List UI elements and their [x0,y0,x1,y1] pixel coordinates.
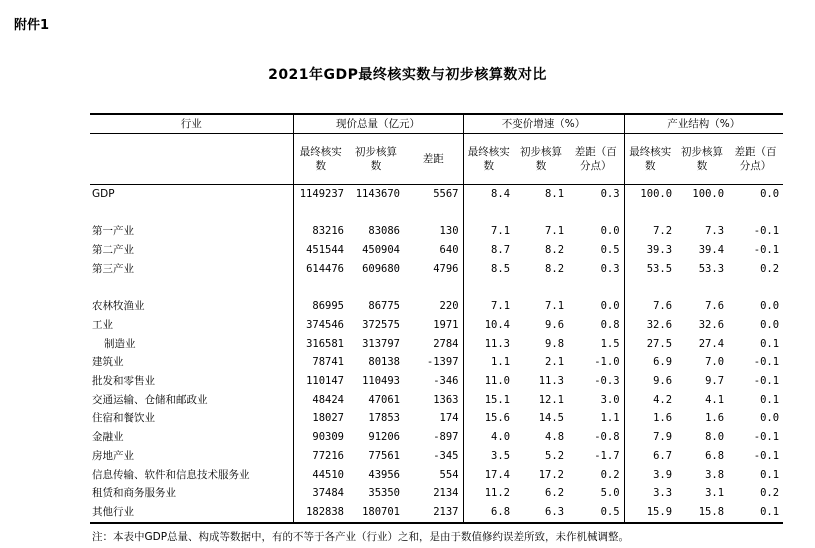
row-value-cell: 1363 [404,391,463,410]
row-value-cell: 9.7 [705,375,725,387]
row-value-cell: 77216 [312,449,344,462]
row-value-cell: -0.1 [753,449,780,462]
row-industry-name: 制造业 [90,335,293,354]
row-value-cell: 2137 [404,503,463,523]
row-value-cell: 4.8 [545,431,565,444]
row-value-cell: 182838 [293,503,348,523]
row-value-cell: 7.2 [653,225,673,238]
row-value-cell: 130 [404,222,463,241]
row-value-cell: 220 [404,297,463,316]
row-value-cell: 1.1 [568,409,624,428]
table-footnote: 注：本表中GDP总量、构成等数据中，有的不等于各产业（行业）之和，是由于数值修约误差所致，未作机械调整。 [92,531,630,543]
row-value-cell: 32.6 [646,318,673,331]
row-value-cell: 6.8 [705,449,725,462]
spacer-row [90,279,783,298]
row-value-cell: 15.8 [676,503,728,523]
table-row [90,466,783,485]
row-value-cell: 554 [404,466,463,485]
row-value-cell: 5567 [404,185,463,204]
row-value-cell: 0.5 [568,503,624,523]
row-value-cell: 8.5 [491,262,511,275]
row-value-cell: 43956 [368,468,400,481]
row-value-cell: 0.0 [760,188,780,200]
header-diff: 差距 [404,134,463,185]
row-value-cell: -0.3 [568,372,624,391]
row-value-cell: 86995 [312,300,344,313]
row-value-cell: -1.7 [568,447,624,466]
row-value-cell: 7.1 [491,300,511,313]
row-value-cell: 7.1 [491,225,511,238]
row-value-cell: 47061 [368,393,400,406]
row-value-cell: 6.8 [463,503,514,523]
row-industry-name: 建筑业 [90,353,293,372]
row-industry-name: 租赁和商务服务业 [90,484,293,503]
row-value-cell: 7.1 [545,225,565,238]
row-value-cell: 17853 [368,412,400,425]
row-value-cell: 6.7 [653,449,673,462]
row-value-cell: 3.5 [491,449,511,462]
header-nominal-total: 现价总量（亿元） [293,114,463,134]
row-value-cell: 80138 [368,356,400,369]
row-value-cell: 0.0 [760,318,780,331]
row-value-cell: 9.8 [545,337,565,350]
row-value-cell: 6.2 [545,487,565,500]
row-industry-name: 住宿和餐饮业 [90,409,293,428]
row-value-cell: -0.1 [753,244,780,257]
row-value-cell: 0.3 [568,260,624,279]
row-value-cell: 614476 [306,262,344,275]
row-value-cell: 100.0 [640,188,673,200]
row-industry-name: 第三产业 [90,260,293,279]
row-value-cell: -346 [404,372,463,391]
table-row [90,335,783,354]
row-value-cell: 11.2 [484,487,511,500]
row-value-cell: 83216 [312,225,344,238]
row-value-cell: 0.0 [760,412,780,425]
row-value-cell: 18027 [312,412,344,425]
row-value-cell: 5.2 [545,449,565,462]
row-value-cell: -1.0 [568,353,624,372]
table-row [90,241,783,260]
row-value-cell: 372575 [362,318,400,331]
row-value-cell: 39.3 [646,244,673,257]
row-value-cell: 0.1 [760,393,780,406]
row-value-cell: 37484 [312,487,344,500]
header-industry: 行业 [90,114,293,134]
row-value-cell: -0.1 [753,356,780,369]
row-value-cell: 2134 [404,484,463,503]
row-value-cell: 53.5 [646,262,673,275]
row-value-cell: 83086 [368,225,400,238]
row-value-cell: 27.5 [646,337,673,350]
row-value-cell: -0.1 [753,225,780,238]
row-value-cell: 8.1 [545,188,565,200]
row-value-cell: 86775 [368,300,400,313]
row-value-cell: 110493 [362,375,400,387]
row-value-cell: 1149237 [299,188,344,200]
gdp-comparison-table [90,113,783,524]
row-value-cell: 0.1 [760,468,780,481]
table-row [90,503,783,523]
row-value-cell: 0.2 [568,466,624,485]
row-value-cell: 2784 [404,335,463,354]
row-value-cell: 3.8 [705,468,725,481]
row-value-cell: 0.2 [760,487,780,500]
row-value-cell: 4796 [404,260,463,279]
table-row [90,222,783,241]
row-value-cell: 1.6 [653,412,673,425]
row-value-cell: -0.1 [753,375,780,387]
header-diff-pp: 差距（百分点） [728,134,783,185]
row-value-cell: 3.3 [653,487,673,500]
row-value-cell: 450904 [362,244,400,257]
row-value-cell: 609680 [362,262,400,275]
row-value-cell: 78741 [312,356,344,369]
row-industry-name: 批发和零售业 [90,372,293,391]
row-value-cell: -0.8 [568,428,624,447]
row-value-cell: 2.1 [545,356,565,369]
table-row [90,316,783,335]
row-industry-name: GDP [90,185,293,204]
spacer-row [90,204,783,223]
header-final: 最终核实数 [624,134,676,185]
attachment-label: 附件1 [14,18,50,33]
row-value-cell: 0.8 [568,316,624,335]
row-value-cell: 110147 [306,375,344,387]
row-value-cell: 1143670 [355,188,400,200]
row-value-cell: 0.1 [728,503,783,523]
row-value-cell: 7.6 [705,300,725,313]
row-value-cell: 12.1 [538,393,565,406]
row-value-cell: 48424 [312,393,344,406]
row-value-cell: 7.3 [705,225,725,238]
row-value-cell: -1397 [404,353,463,372]
row-value-cell: 0.0 [568,222,624,241]
row-value-cell: 1.6 [705,412,725,425]
row-value-cell: 4.2 [653,393,673,406]
row-value-cell: 8.4 [491,188,511,200]
row-value-cell: 15.6 [484,412,511,425]
table-row [90,484,783,503]
row-value-cell: 1.1 [491,356,511,369]
table-header-row-1 [90,114,783,134]
row-value-cell: 8.0 [705,431,725,444]
row-value-cell: -345 [404,447,463,466]
header-industry-structure: 产业结构（%） [624,114,783,134]
row-value-cell: 17.2 [538,468,565,481]
row-value-cell: 32.6 [698,318,725,331]
row-value-cell: 7.6 [653,300,673,313]
row-industry-name: 房地产业 [90,447,293,466]
row-value-cell: 91206 [368,431,400,444]
row-value-cell: 44510 [312,468,344,481]
row-value-cell: 180701 [348,503,404,523]
row-value-cell: 6.3 [514,503,568,523]
row-industry-name: 信息传输、软件和信息技术服务业 [90,466,293,485]
row-value-cell: 27.4 [698,337,725,350]
row-value-cell: 0.0 [568,297,624,316]
row-value-cell: 0.3 [568,185,624,204]
row-value-cell: 0.2 [760,262,780,275]
row-value-cell: 7.1 [545,300,565,313]
table-row [90,185,783,204]
table-row [90,428,783,447]
row-value-cell: 374546 [306,318,344,331]
row-value-cell: 1.5 [568,335,624,354]
row-value-cell: -897 [404,428,463,447]
row-value-cell: 7.9 [653,431,673,444]
row-industry-name: 交通运输、仓储和邮政业 [90,391,293,410]
header-prelim: 初步核算数 [514,134,568,185]
row-value-cell: 77561 [368,449,400,462]
table-row [90,409,783,428]
row-value-cell: 3.1 [705,487,725,500]
header-final: 最终核实数 [463,134,514,185]
header-prelim: 初步核算数 [676,134,728,185]
row-value-cell: 15.9 [624,503,676,523]
row-value-cell: 8.2 [545,262,565,275]
table-row [90,297,783,316]
row-value-cell: 14.5 [538,412,565,425]
row-value-cell: 100.0 [692,188,725,200]
header-final: 最终核实数 [293,134,348,185]
row-value-cell: 11.0 [484,375,511,387]
row-value-cell: 9.6 [545,318,565,331]
row-value-cell: 640 [404,241,463,260]
header-prelim: 初步核算数 [348,134,404,185]
row-value-cell: 17.4 [484,468,511,481]
row-industry-name: 金融业 [90,428,293,447]
row-value-cell: 8.2 [545,244,565,257]
row-value-cell: 6.9 [653,356,673,369]
row-value-cell: 4.0 [491,431,511,444]
row-value-cell: 7.0 [705,356,725,369]
row-value-cell: 0.1 [760,337,780,350]
row-value-cell: 316581 [306,337,344,350]
row-industry-name: 其他行业 [90,503,293,523]
row-value-cell: 174 [404,409,463,428]
table-row [90,353,783,372]
row-value-cell: 39.4 [698,244,725,257]
row-value-cell: 35350 [368,487,400,500]
row-value-cell: 9.6 [653,375,673,387]
row-value-cell: 11.3 [538,375,565,387]
row-value-cell: 4.1 [705,393,725,406]
row-value-cell: -0.1 [753,431,780,444]
row-industry-name: 工业 [90,316,293,335]
row-industry-name: 第二产业 [90,241,293,260]
row-value-cell: 3.0 [568,391,624,410]
header-diff-pp: 差距（百分点） [568,134,624,185]
table-row [90,260,783,279]
row-value-cell: 53.3 [698,262,725,275]
row-value-cell: 15.1 [484,393,511,406]
row-value-cell: 3.9 [653,468,673,481]
table-row [90,447,783,466]
row-value-cell: 5.0 [568,484,624,503]
row-value-cell: 313797 [362,337,400,350]
page-title: 2021年GDP最终核实数与初步核算数对比 [268,67,547,83]
row-industry-name: 第一产业 [90,222,293,241]
row-value-cell: 0.5 [568,241,624,260]
row-value-cell: 10.4 [484,318,511,331]
row-value-cell: 90309 [312,431,344,444]
row-value-cell: 0.0 [760,300,780,313]
table-header-row-2 [90,134,783,185]
row-value-cell: 11.3 [484,337,511,350]
header-constant-growth: 不变价增速（%） [463,114,624,134]
table-row [90,391,783,410]
table-row [90,372,783,391]
row-industry-name: 农林牧渔业 [90,297,293,316]
row-value-cell: 8.7 [491,244,511,257]
row-value-cell: 451544 [306,244,344,257]
row-value-cell: 1971 [404,316,463,335]
